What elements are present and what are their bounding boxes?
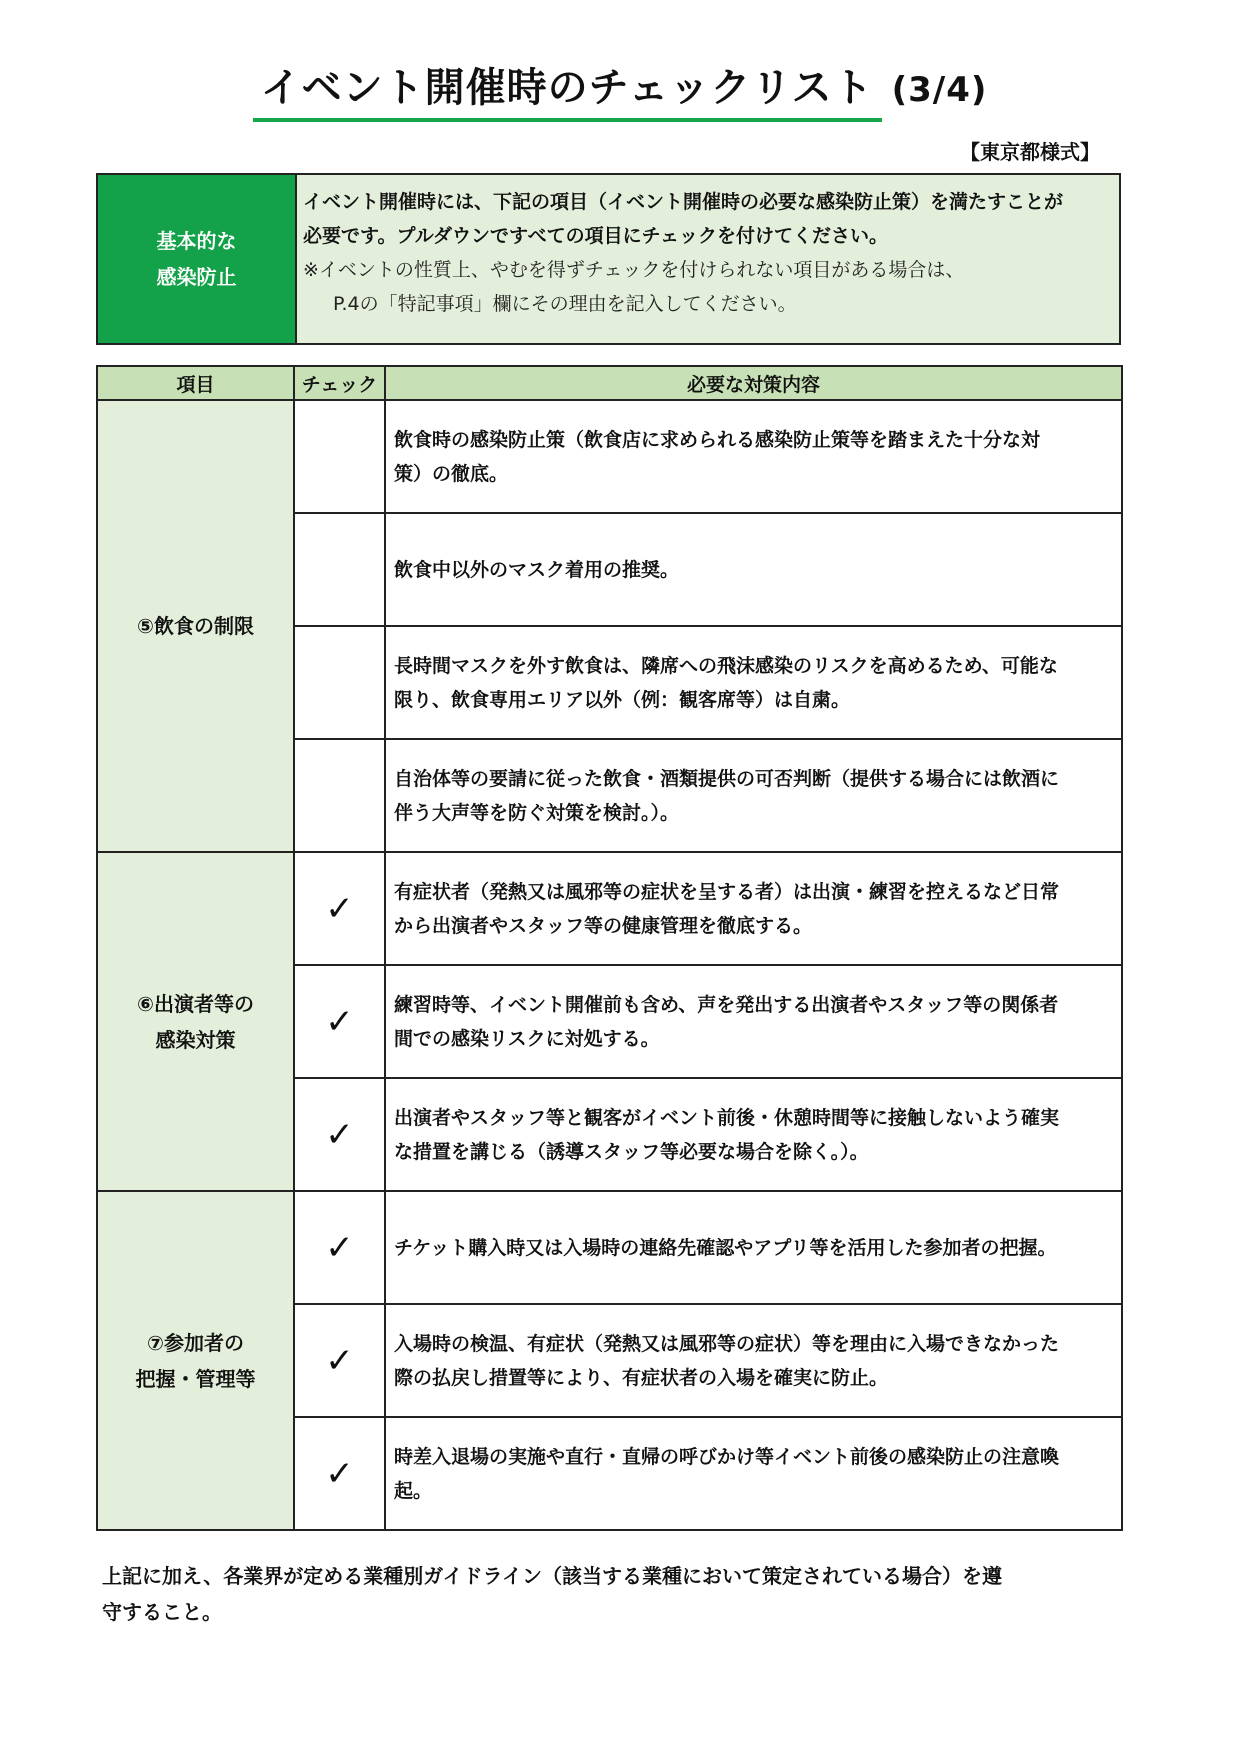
measure-line2: な措置を講じる（誘導スタッフ等必要な場合を除く。）。 [394, 1140, 869, 1163]
check-cell[interactable] [294, 513, 385, 626]
measure-line1: チケット購入時又は入場時の連絡先確認やアプリ等を活用した参加者の把握。 [394, 1236, 1057, 1259]
check-cell[interactable]: ✓ [294, 1191, 385, 1304]
measure-line2: 間での感染リスクに対処する。 [394, 1027, 660, 1050]
intro-note-line1: ※イベントの性質上、やむを得ずチェックを付けられない項目がある場合は、 [303, 259, 965, 281]
header-item: 項目 [97, 366, 294, 400]
measure-cell [385, 1304, 1122, 1417]
intro-text-line2: 必要です。プルダウンですべての項目にチェックを付けてください。 [303, 225, 889, 247]
measure-line1: 練習時等、イベント開催前も含め、声を発出する出演者やスタッフ等の関係者 [394, 993, 1059, 1016]
measure-line2: 際の払戻し措置等により、有症状者の入場を確実に防止。 [394, 1366, 889, 1389]
category-label-line2: 感染対策 [155, 1027, 236, 1052]
measure-cell [385, 739, 1122, 852]
measure-cell [385, 1078, 1122, 1191]
measure-line1: 出演者やスタッフ等と観客がイベント前後・休憩時間等に接触しないよう確実 [394, 1106, 1060, 1129]
header-check: チェック [294, 366, 385, 400]
title-text: イベント開催時のチェックリスト [253, 60, 882, 122]
measure-cell [385, 513, 1122, 626]
measure-line1: 長時間マスクを外す飲食は、隣席への飛沫感染のリスクを高めるため、可能な [394, 654, 1058, 677]
category-label-line1: ⑤飲食の制限 [137, 614, 254, 638]
measure-line1: 飲食時の感染防止策（飲食店に求められる感染防止策等を踏まえた十分な対 [394, 428, 1041, 451]
category-cell [97, 1191, 294, 1530]
measure-cell [385, 965, 1122, 1078]
measure-line2: 伴う大声等を防ぐ対策を検討。）。 [394, 801, 680, 824]
measure-line2: 策）の徹底。 [394, 462, 509, 485]
check-cell[interactable] [294, 400, 385, 513]
check-cell[interactable]: ✓ [294, 1417, 385, 1530]
measure-line1: 時差入退場の実施や直行・直帰の呼びかけ等イベント前後の感染防止の注意喚 [394, 1445, 1060, 1468]
category-label-line1: ⑥出演者等の [137, 991, 254, 1016]
checklist-table [96, 365, 1123, 1531]
category-label-line2: 把握・管理等 [135, 1366, 256, 1391]
measure-line1: 入場時の検温、有症状（発熱又は風邪等の症状）等を理由に入場できなかった [394, 1332, 1060, 1355]
measure-cell [385, 400, 1122, 513]
table-row [97, 852, 1122, 965]
check-cell[interactable] [294, 739, 385, 852]
measure-line2: 起。 [394, 1479, 433, 1502]
intro-box [96, 173, 1121, 345]
measure-cell [385, 852, 1122, 965]
measure-line2: から出演者やスタッフ等の健康管理を徹底する。 [394, 914, 813, 937]
intro-note-line2: P.4の「特記事項」欄にその理由を記入してください。 [333, 293, 797, 315]
check-cell[interactable] [294, 626, 385, 739]
table-row [97, 1191, 1122, 1304]
check-cell[interactable]: ✓ [294, 965, 385, 1078]
measure-cell [385, 1417, 1122, 1530]
header-measure: 必要な対策内容 [385, 366, 1122, 400]
measure-cell [385, 1191, 1122, 1304]
check-cell[interactable]: ✓ [294, 1304, 385, 1417]
measure-line2: 限り、飲食専用エリア以外（例：観客席等）は自粛。 [394, 688, 851, 711]
measure-line1: 自治体等の要請に従った飲食・酒類提供の可否判断（提供する場合には飲酒に [394, 767, 1060, 790]
intro-heading-line1: 基本的な [156, 229, 237, 253]
footer-note [102, 1558, 1112, 1630]
footer-line1: 上記に加え、各業界が定める業種別ガイドライン（該当する業種において策定されている場合）を遵 [102, 1564, 1002, 1588]
category-cell [97, 400, 294, 852]
category-label-line1: ⑦参加者の [147, 1330, 244, 1355]
intro-text-line1: イベント開催時には、下記の項目（イベント開催時の必要な感染防止策）を満たすことが [303, 191, 1064, 213]
check-cell[interactable]: ✓ [294, 1078, 385, 1191]
check-cell[interactable]: ✓ [294, 852, 385, 965]
footer-line2: 守すること。 [102, 1600, 222, 1624]
title-area [0, 60, 1240, 122]
measure-cell [385, 626, 1122, 739]
intro-heading-line2: 感染防止 [156, 265, 237, 289]
category-cell [97, 852, 294, 1191]
measure-line1: 飲食中以外のマスク着用の推奨。 [394, 558, 680, 581]
intro-heading [97, 174, 296, 344]
table-row [97, 400, 1122, 513]
measure-line1: 有症状者（発熱又は風邪等の症状を呈する者）は出演・練習を控えるなど日常 [394, 880, 1060, 903]
document-title [253, 60, 988, 122]
form-label: 【東京都様式】 [960, 140, 1100, 164]
header-row [97, 366, 1122, 400]
page-indicator: (3/4) [891, 70, 988, 110]
intro-body [296, 174, 1120, 344]
